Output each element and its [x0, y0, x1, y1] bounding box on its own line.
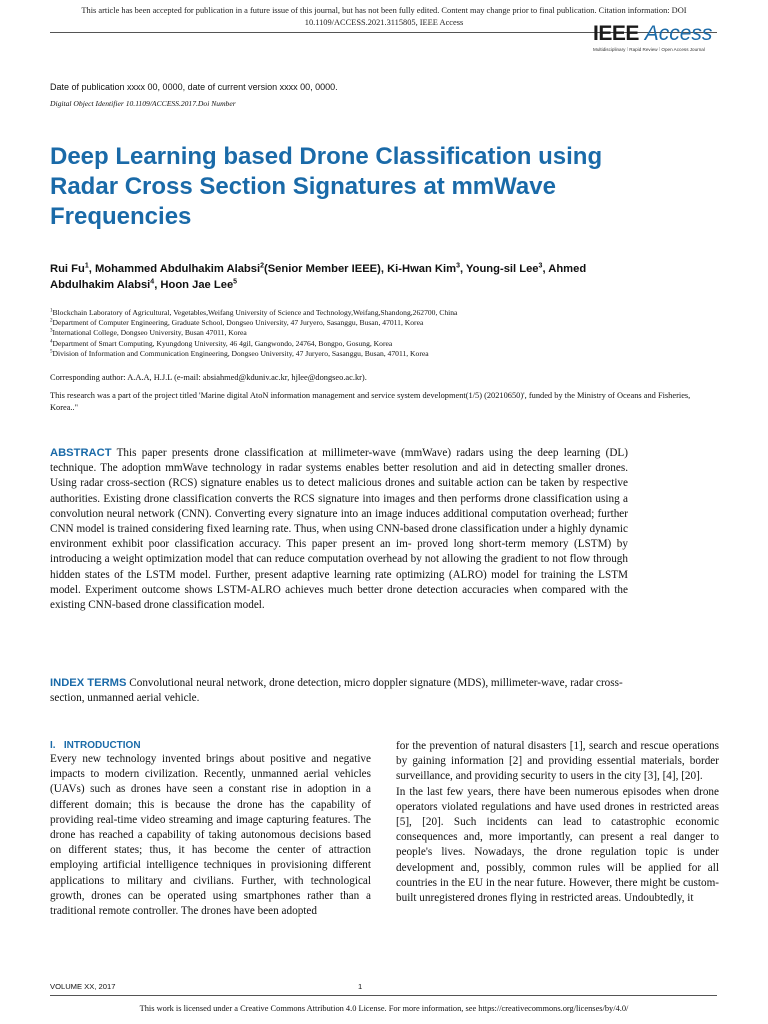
- affiliation-line: [50, 308, 710, 318]
- author-separator: ,: [88, 263, 95, 275]
- publication-date: Date of publication xxxx 00, 0000, date of current version xxxx 00, 0000.: [50, 82, 338, 92]
- section-heading-introduction: I. INTRODUCTION: [50, 740, 141, 751]
- affiliation-mark: 5: [50, 349, 53, 355]
- logo-access-text: Access: [644, 22, 713, 45]
- author-name: Ahmed Abdulhakim Alabsi: [50, 263, 587, 291]
- affiliation-mark: 2: [50, 318, 53, 324]
- volume-label: VOLUME XX, 2017: [50, 982, 116, 991]
- affiliation-text: Department of Smart Computing, Kyungdong University, 46 4gil, Gangwondo, 24764, Bongpo, Gosung, Korea: [52, 338, 393, 348]
- intro-paragraph-right-2: In the last few years, there have been numerous episodes when drone operators violated regulations and have used drones in restricted areas [5], [20]. Such incidents can lead to catastrophic economic consequences and, more importantly, can present a real danger to people's lives. Nowadays, the drone regulation topic is under development and, possibly, common rules will be applied for all countries in the EU in the near future. However, there might be custom-built unregistered drones flying in restricted areas. Undoubtedly, it: [396, 785, 719, 905]
- index-terms-text: Convolutional neural network, drone detection, micro doppler signature (MDS), millimeter-wave, radar cross-section, unmanned aerial vehicle.: [50, 677, 623, 705]
- author-name: Young-sil Lee: [466, 263, 539, 275]
- author-affiliation-mark: 3: [456, 262, 460, 270]
- affiliation-mark: 1: [50, 308, 53, 314]
- author-name: Rui Fu: [50, 263, 85, 275]
- author-affiliation-mark: 3: [538, 262, 543, 270]
- author-affiliation-mark: 4: [150, 278, 155, 286]
- author-separator: ,: [154, 279, 161, 291]
- index-terms-block: [50, 676, 628, 706]
- abstract-label: ABSTRACT: [50, 447, 112, 459]
- affiliation-list: [50, 308, 710, 359]
- license-notice: This work is licensed under a Creative Commons Attribution 4.0 License. For more information, see https://creativecommons.org/licenses/by/4.0/: [139, 1004, 629, 1013]
- ieee-access-logo: [593, 22, 723, 52]
- paper-title: Deep Learning based Drone Classification using Radar Cross Section Signatures at mmWave Frequencies: [50, 143, 603, 230]
- author-separator: ,: [459, 263, 466, 275]
- intro-paragraph-left: Every new technology invented brings about positive and negative impacts to modern civilization. Recently, unmanned aerial vehicles (UAVs) such as drones have seen a constant rise in adoption in a different domain; this is because the drone has the capability of providing real-time video streaming and image capturing features. The drone has reached a capability of taking autonomous decisions based on different states; thus, it has become the center of attraction employing artificial intelligence techniques in provisioning different applications to military and civilians. Further, with technological growth, drones can be operated using smartphones rather than a traditional remote controller. The drones have been adopted: [50, 753, 371, 918]
- author-separator: ,: [542, 263, 549, 275]
- journal-notice-line2: 10.1109/ACCESS.2021.3115805, IEEE Access: [304, 18, 464, 27]
- affiliation-line: [50, 328, 710, 338]
- doi-line: Digital Object Identifier 10.1109/ACCESS.2017.Doi Number: [50, 99, 236, 108]
- author-affiliation-mark: 2: [260, 262, 264, 270]
- intro-paragraph-right-1: for the prevention of natural disasters [1], search and rescue operations by gaining information [2] and providing essential materials, border surveillance, and providing security to users in the city [3], [4], [20].: [396, 740, 719, 783]
- author-separator: (Senior Member IEEE),: [263, 263, 388, 275]
- affiliation-text: Department of Computer Engineering, Graduate School, Dongseo University, 47 Juryero, Sasanggu, Busan, 47011, Korea: [52, 318, 424, 328]
- affiliation-text: International College, Dongseo University, Busan 47011, Korea: [52, 328, 247, 338]
- abstract-block: [50, 446, 628, 613]
- journal-notice-line1: This article has been accepted for publication in a future issue of this journal, but has not been fully edited. Content may change prior to final publication. Citation information: DOI: [81, 6, 687, 15]
- affiliation-mark: 3: [50, 328, 53, 334]
- author-name: Hoon Jae Lee: [160, 279, 234, 291]
- author-affiliation-mark: 5: [233, 278, 238, 286]
- corresponding-author: Corresponding author: A.A.A, H.J.L (e-mail: absiahmed@kduniv.ac.kr, hjlee@dongseo.ac.kr).: [50, 373, 367, 382]
- affiliation-line: [50, 339, 710, 349]
- affiliation-text: Division of Information and Communication Engineering, Dongseo University, 47 Juryero, Sasanggu, Busan, 47011, Korea: [52, 348, 429, 358]
- author-affiliation-mark: 1: [84, 262, 89, 270]
- index-terms-label: INDEX TERMS: [50, 677, 127, 689]
- footer-divider: [50, 995, 717, 996]
- body-column-left: [50, 739, 371, 919]
- author-name: Ki-Hwan Kim: [387, 263, 457, 275]
- abstract-text: This paper presents drone classification at millimeter-wave (mmWave) radars using the deep learning (DL) technique. The adoption mmWave technology in radar systems enables better resolution and aid in detecting smaller drones. Using radar cross-section (RCS) signature enables us to detect malicious drones and suitable action can be taken by respective authorities. Existing drone classification converts the RCS signature into images and then performs drone classification using a convolution neural network (CNN). Converting every signature into an image induces additional computation overhead; further CNN model is trained considering fixed learning rate. Thus, when using CNN-based drone classification under a highly dynamic environment exhibit poor classification accuracy. This paper present an im- proved long short-term memory (LSTM) by introducing a weight optimization model that can reduce computation overhead by not allowing the gradient to not flow through hidden states of the LSTM model. Further, present adaptive learning rate optimizing (ALRO) model for training the LSTM model. Experiment outcome shows LSTM-ALRO achieves much better drone detection accuracies when compared with the existing CNN-based drone classification model.: [50, 447, 628, 612]
- affiliation-text: Blockchain Laboratory of Agricultural, Vegetables,Weifang University of Science and Technology,Weifang,Shandong,262700, China: [52, 308, 458, 317]
- author-list: [50, 261, 650, 293]
- logo-ieee-text: IEEE: [593, 22, 639, 45]
- author-name: Mohammed Abdulhakim Alabsi: [94, 263, 261, 275]
- affiliation-mark: 4: [50, 339, 53, 345]
- page-number: 1: [358, 982, 363, 991]
- logo-tagline: Multidisciplinary ⁞ Rapid Review ⁞ Open Access Journal: [593, 47, 705, 52]
- affiliation-line: [50, 349, 710, 359]
- body-column-right: [396, 739, 719, 906]
- funding-note: This research was a part of the project titled 'Marine digital AtoN information management and service system development(1/5) (20210650)', funded by the Ministry of Oceans and Fisheries, Korea..": [50, 391, 691, 412]
- affiliation-line: [50, 318, 710, 328]
